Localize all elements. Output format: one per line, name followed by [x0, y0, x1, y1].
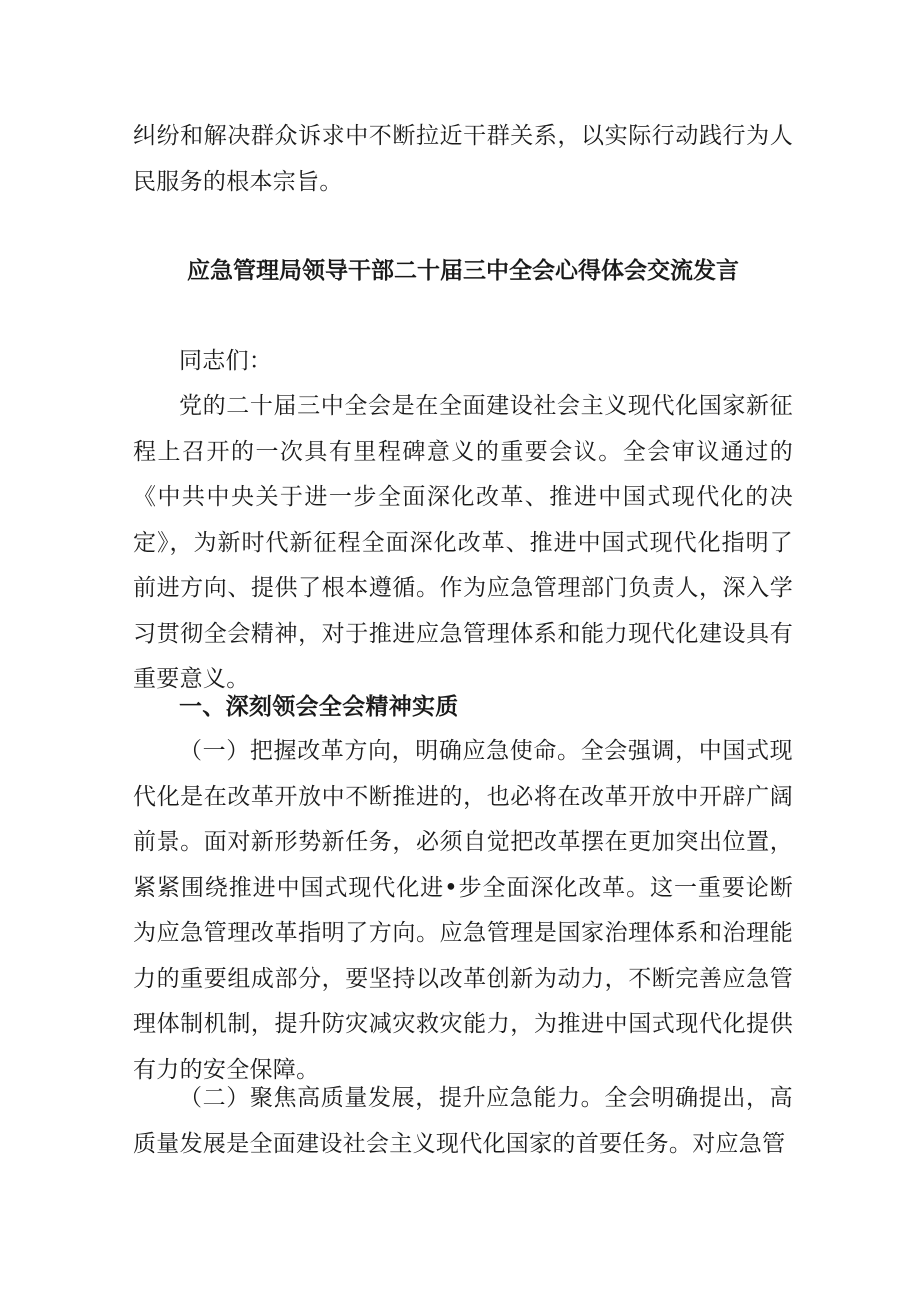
- section-heading: 一、深刻领会全会精神实质: [179, 693, 459, 720]
- salutation: 同志们：: [179, 348, 273, 374]
- paragraph-1: （一）把握改革方向，明确应急使命。全会强调，中国式现代化是在改革开放中不断推进的，也必将在改革开放中开辟广阔前景。面对新形势新任务，必须自觉把改革摆在更加突出位置，紧紧围绕推进中国式现代化进•步全面深化改革。这一重要论断为应急管理改革指明了方向。应急管理是国家治理体系和治理能力的重要组成部分，要坚持以改革创新为动力，不断完善应急管理体制机制，提升防灾减灾救灾能力，为推进中国式现代化提供有力的安全保障。: [133, 738, 793, 1083]
- document-title: 应急管理局领导干部二十届三中全会心得体会交流发言: [187, 257, 739, 284]
- intro-paragraph: 党的二十届三中全会是在全面建设社会主义现代化国家新征程上召开的一次具有里程碑意义的重要会议。全会审议通过的《中共中央关于进一步全面深化改革、推进中国式现代化的决定》，为新时代新征程全面深化改革、推进中国式现代化指明了前进方向、提供了根本遵循。作为应急管理部门负责人，深入学习贯彻全会精神，对于推进应急管理体系和能力现代化建设具有重要意义。: [133, 393, 793, 692]
- paragraph-2: （二）聚焦高质量发展，提升应急能力。全会明确提出，高质量发展是全面建设社会主义现代化国家的首要任务。对应急管: [133, 1085, 793, 1157]
- continuation-paragraph: 纠纷和解决群众诉求中不断拉近干群关系，以实际行动践行为人民服务的根本宗旨。: [133, 123, 793, 195]
